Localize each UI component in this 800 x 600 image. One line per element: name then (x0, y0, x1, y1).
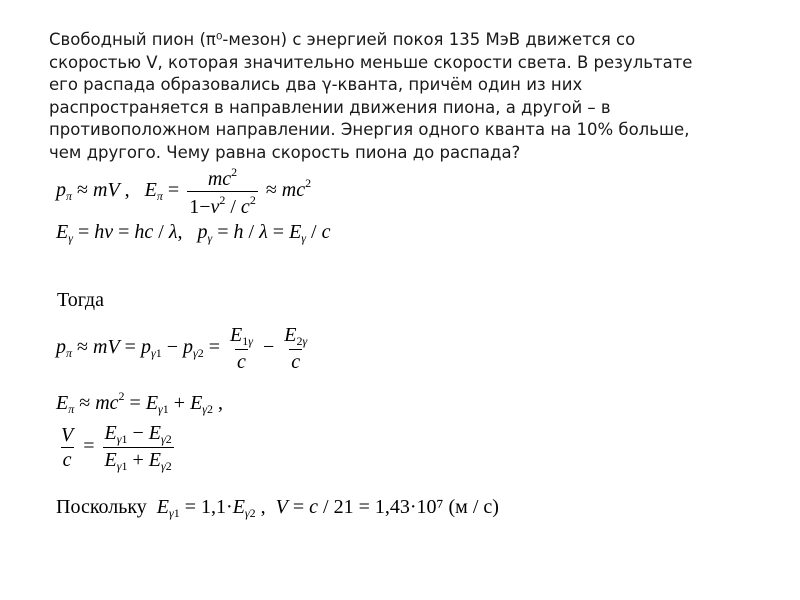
problem-line: противоположном направлении. Энергия одного кванта на 10% больше, (49, 120, 690, 139)
formula-result: Поскольку $E_{\gamma 1} = 1,1\cdot E_{\gamma 2}$ , V = c / 21 = 1,43·10⁷ (м / с) (56, 496, 499, 520)
energy-ratio-value: 1,1 (201, 496, 227, 518)
formula-momentum-energy-pion: $p_\pi$ ≈ mV , $E_\pi$ = $\frac{mc^2}{1-v^2 / c^2}$ ≈ $mc^2$ (56, 165, 312, 218)
problem-line: его распада образовались два γ-кванта, причём один из них (49, 75, 583, 94)
then-label: Тогда (57, 289, 104, 311)
formula-velocity-ratio: $\frac{V}{c}$ = $\frac{E_{\gamma 1} - E_{\gamma 2}}{E_{\gamma 1} + E_{\gamma 2}}$ (61, 422, 172, 473)
problem-line: чем другого. Чему равна скорость пиона до распада? (49, 142, 521, 162)
formula-momentum-conservation: $p_\pi$ ≈ mV = $p_{\gamma 1} - p_{\gamma 2}$ = $\frac{E_{1\gamma}}{c}$ − $\frac{E_{2\gamma}}{c}$ (56, 324, 308, 373)
problem-statement (49, 29, 769, 164)
formula-energy-conservation: $E_\pi \approx mc^2 = E_{\gamma 1} + E_{\gamma 2}$ , (56, 389, 224, 416)
since-label: Поскольку (56, 496, 147, 518)
problem-line: распространяется в направлении движения пиона, а другой – в (49, 97, 611, 117)
problem-line: скоростью V, которая значительно меньше скорости света. В результате (49, 52, 693, 72)
problem-line: Свободный пион (π⁰-мезон) с энергией покоя 135 МэВ движется со (49, 30, 636, 49)
divisor-value: 21 (333, 496, 354, 518)
formula-photon-energy-momentum: $E_\gamma = h\nu$ = hc / λ, $p_\gamma = h / \lambda = E_\gamma / c$ (56, 221, 331, 245)
result-velocity-value: 1,43·10⁷ (м / с) (374, 496, 499, 518)
